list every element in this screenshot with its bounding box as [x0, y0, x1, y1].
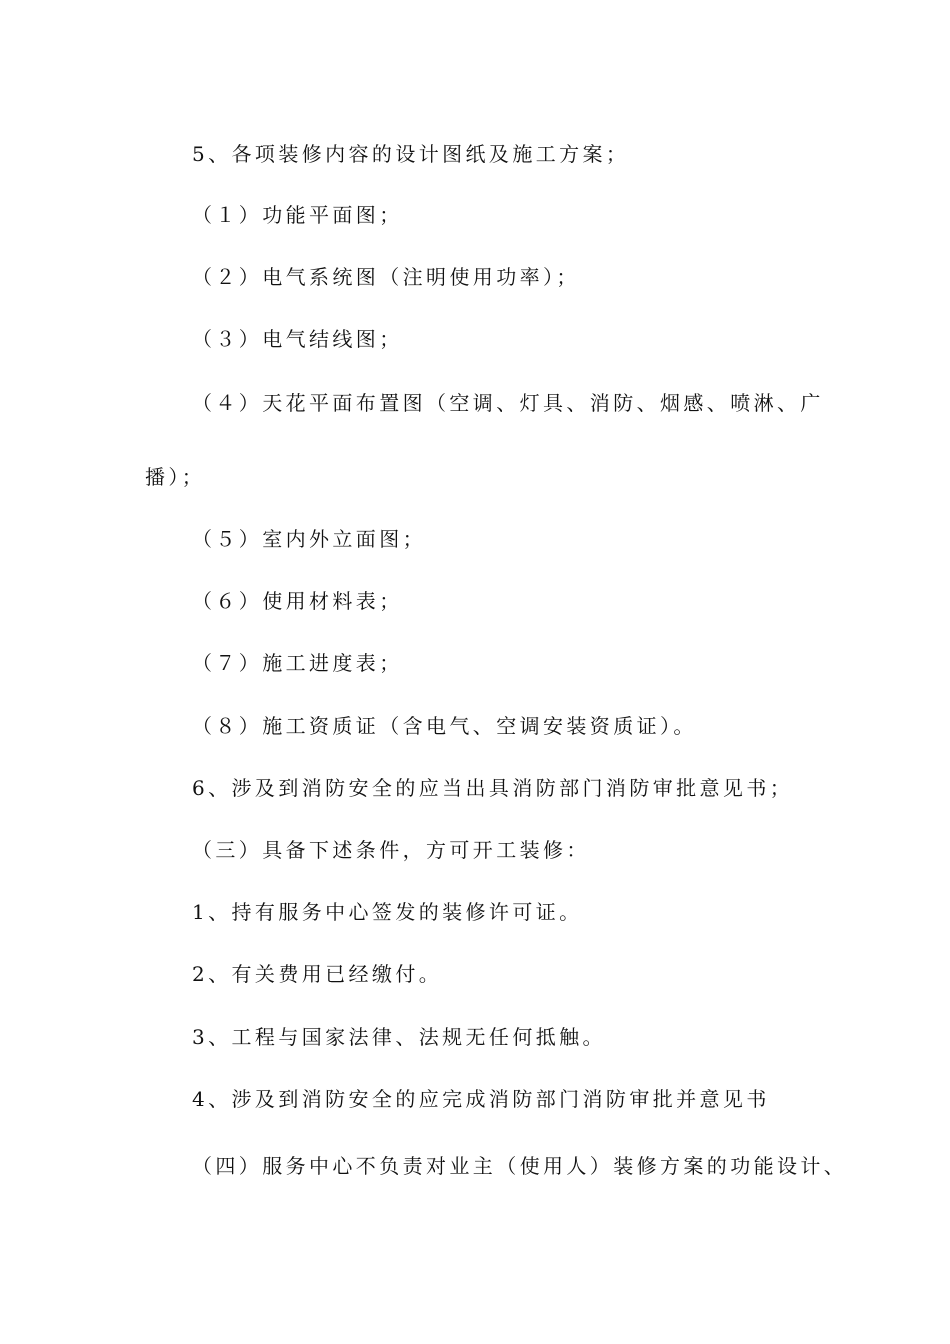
text-line: 3、工程与国家法律、法规无任何抵触。	[192, 1025, 606, 1049]
text-line: 4、涉及到消防安全的应完成消防部门消防审批并意见书	[192, 1087, 770, 1111]
text-line: 1、持有服务中心签发的装修许可证。	[192, 900, 583, 924]
text-line: 5、各项装修内容的设计图纸及施工方案；	[192, 142, 630, 166]
text-line: （４）天花平面布置图（空调、灯具、消防、烟感、喷淋、广	[192, 391, 824, 415]
text-line: （６）使用材料表；	[192, 589, 403, 613]
text-line: 2、有关费用已经缴付。	[192, 962, 443, 986]
text-line: （２）电气系统图（注明使用功率）；	[192, 265, 580, 289]
text-line: （５）室内外立面图；	[192, 527, 426, 551]
text-line: 播）；	[145, 465, 206, 489]
text-line: （８）施工资质证（含电气、空调安装资质证）。	[192, 714, 697, 738]
text-line: （７）施工进度表；	[192, 651, 403, 675]
text-line: （四）服务中心不负责对业主（使用人）装修方案的功能设计、	[192, 1154, 848, 1178]
text-line: （１）功能平面图；	[192, 203, 403, 227]
text-line: （３）电气结线图；	[192, 327, 403, 351]
text-line: （三）具备下述条件，方可开工装修：	[192, 838, 590, 862]
text-line: 6、涉及到消防安全的应当出具消防部门消防审批意见书；	[192, 776, 794, 800]
